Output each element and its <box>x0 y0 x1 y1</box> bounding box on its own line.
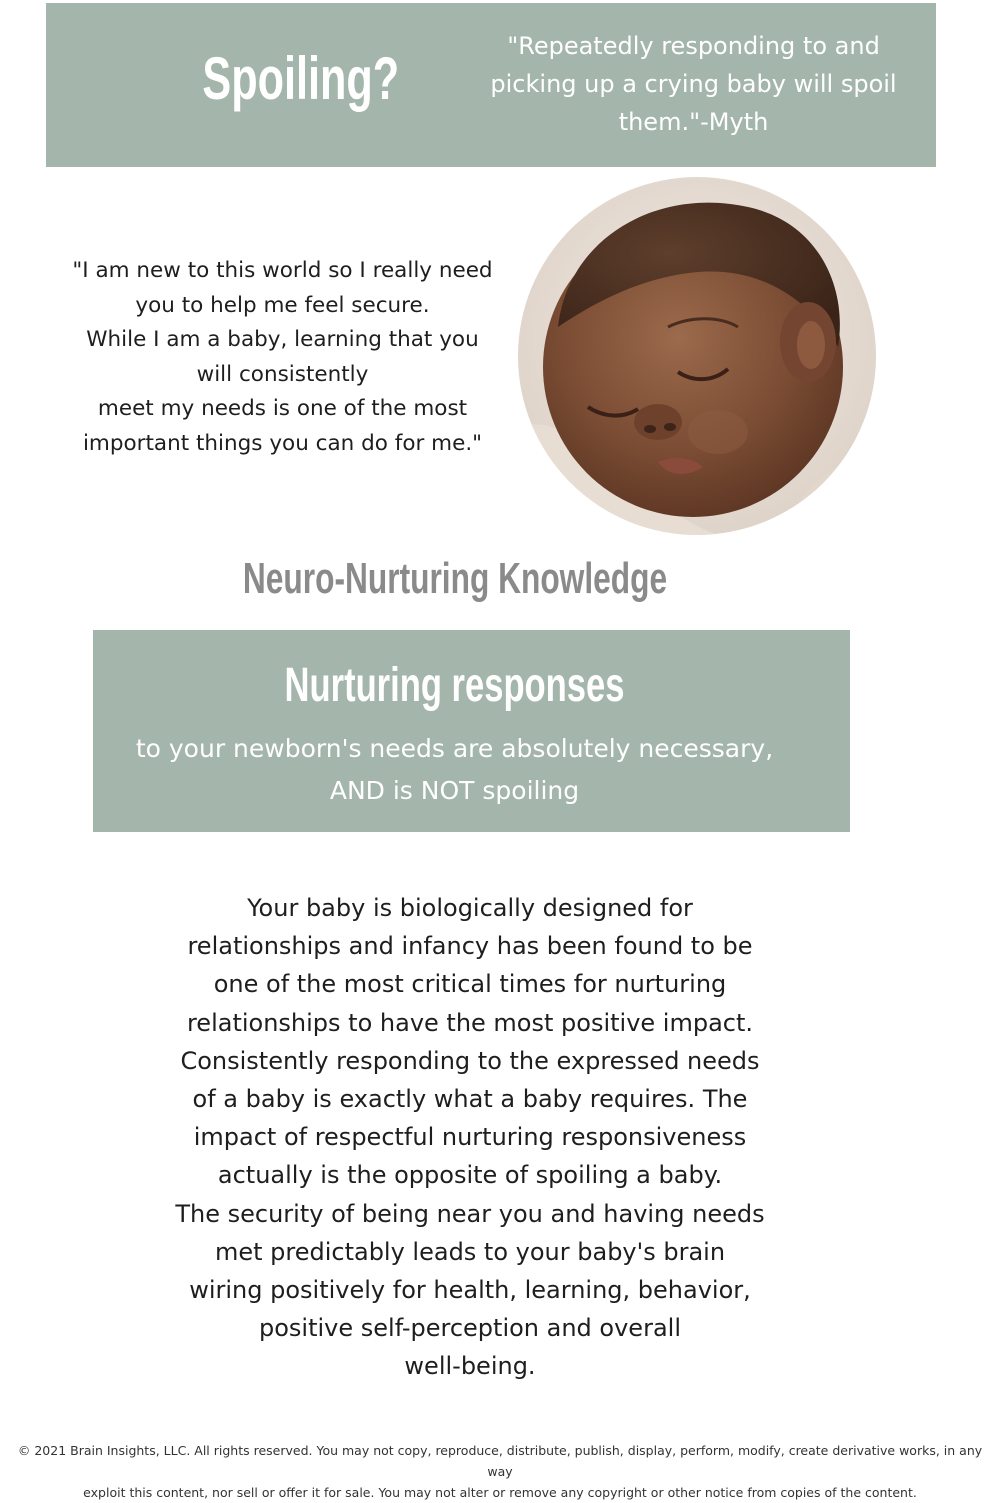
paragraph-line: well-being. <box>404 1352 536 1381</box>
section-heading: Neuro-Nurturing Knowledge <box>242 554 668 603</box>
baby-quote-line: meet my needs is one of the most <box>97 396 468 421</box>
paragraph-line: relationships and infancy has been found to be <box>187 932 753 961</box>
baby-quote-line: will consistently <box>196 361 369 387</box>
paragraph-line: positive self-perception and overall <box>259 1314 681 1343</box>
baby-quote-line: While I am a baby, learning that you <box>86 327 479 352</box>
paragraph-line: of a baby is exactly what a baby requires. The <box>192 1085 748 1114</box>
copyright-line: © 2021 Brain Insights, LLC. All rights reserved. You may not copy, reproduce, distribute, publish, display, perform, modify, create derivative works, in any way <box>17 1443 983 1479</box>
nurturing-banner-line: AND is NOT spoiling <box>329 776 580 805</box>
paragraph-line: The security of being near you and having needs <box>175 1199 765 1228</box>
nurturing-banner <box>93 630 850 832</box>
baby-quote <box>65 254 500 461</box>
paragraph-line: actually is the opposite of spoiling a baby. <box>217 1161 723 1190</box>
baby-quote-line: important things you can do for me." <box>82 430 483 456</box>
nurturing-banner-body <box>103 728 806 812</box>
copyright-line: exploit this content, nor sell or offer it for sale. You may not alter or remove any copyright or other notice from copies of the content. <box>83 1485 917 1500</box>
top-banner-title: Spoiling? <box>202 45 400 112</box>
nurturing-banner-title: Nurturing responses <box>284 659 625 712</box>
paragraph-line: relationships to have the most positive impact. <box>186 1008 754 1037</box>
main-paragraph <box>170 889 770 1386</box>
paragraph-line: met predictably leads to your baby's brain <box>214 1237 726 1266</box>
top-banner <box>46 3 936 167</box>
sleeping-baby-photo <box>518 177 876 535</box>
paragraph-line: impact of respectful nurturing responsiveness <box>193 1123 747 1152</box>
paragraph-line: Your baby is biologically designed for <box>247 894 693 922</box>
myth-quote: "Repeatedly responding to and picking up a crying baby will spoil them."-Myth <box>490 32 897 136</box>
baby-quote-line: you to help me feel secure. <box>135 292 430 318</box>
copyright-footer <box>14 1440 986 1503</box>
baby-quote-line: "I am new to this world so I really need <box>72 258 493 283</box>
nurturing-banner-line: to your newborn's needs are absolutely necessary, <box>135 734 774 763</box>
paragraph-line: wiring positively for health, learning, behavior, <box>189 1276 751 1305</box>
paragraph-line: one of the most critical times for nurturing <box>213 970 727 999</box>
paragraph-line: Consistently responding to the expressed needs <box>180 1046 760 1075</box>
